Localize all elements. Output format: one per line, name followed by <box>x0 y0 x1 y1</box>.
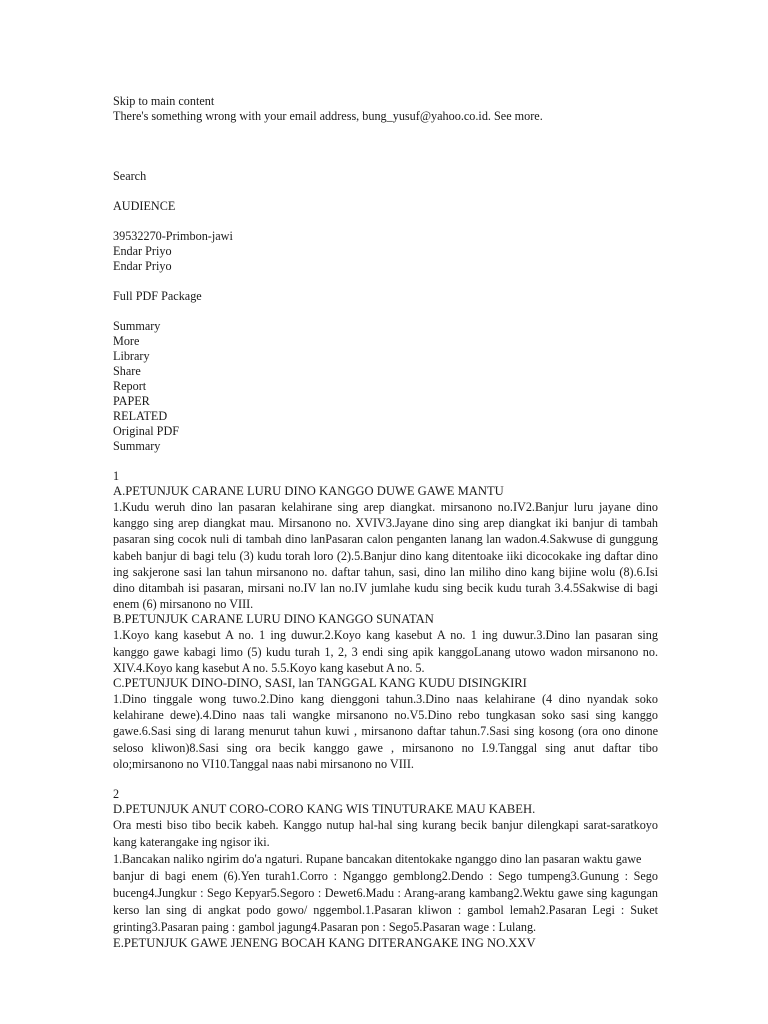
audience-link[interactable]: AUDIENCE <box>113 199 176 213</box>
document-content <box>113 469 658 951</box>
author-link[interactable]: Endar Priyo <box>113 244 172 258</box>
section-body: 1.Kudu weruh dino lan pasaran kelahirane sing arep diangkat. mirsanono no.IV2.Banjur luru jayane dino kanggo sing arep diangkat mau. Mirsanono no. XVIV3.Jayane dino sing arep diangkat iki banjur di tambah pasaran sing cocok nuli di tambah dino lanPasaran calon penganten lanang lan wadon.4.Sakwuse di gunggung kabeh banjur di bagi telu (3) kudu torah loro (2).5.Banjur dino kang ditentoake iiki dicocokake ing daftar dino ing sakjerone sasi lan tahun mirsanono no. daftar tahun, sasi, dino lan miliho dino kang bijine wolu (8).6.Isi dino ditambah isi pasaran, mirsani no.IV lan no.IV jumlahe kudu sing becik kudu turah 3.4.5Sakwise di bagi enem (6) mirsanono no VIII. <box>113 500 658 612</box>
section-heading: B.PETUNJUK CARANE LURU DINO KANGGO SUNATAN <box>113 612 434 627</box>
section-body: 1.Dino tinggale wong tuwo.2.Dino kang dienggoni tahun.3.Dino naas kelahirane (4 dino nyandak soko kelahirane dewe).4.Dino naas tali wangke mirsanono no.V5.Dino rebo tungkasan soko sasi sing kanggo gawe.6.Sasi sing di larang menurut tahun kuwi , mirsanono daftar tahun.7.Sasi sing kosong (ora ono dinone seloso kliwon)8.Sasi sing ora becik kanggo gawe , mirsanono no I.9.Tanggal sing anut daftar tibo olo;mirsanono no VI10.Tanggal naas nabi mirsanono no VIII. <box>113 692 658 771</box>
document-title: 39532270-Primbon-jawi <box>113 229 233 243</box>
email-warning-text: There's something wrong with your email address, bung_yusuf@yahoo.co.id. See more. <box>113 109 543 123</box>
section-list-item: 1.Bancakan naliko ngirim do'a ngaturi. Rupane bancakan ditentokake nganggo dino lan pasaran waktu gawe <box>113 852 642 867</box>
section-heading: C.PETUNJUK DINO-DINO, SASI, lan TANGGAL KANG KUDU DISINGKIRI <box>113 676 527 691</box>
original-pdf-link[interactable]: Original PDF <box>113 424 180 438</box>
author-link-secondary[interactable]: Endar Priyo <box>113 259 172 273</box>
section-heading: D.PETUNJUK ANUT CORO-CORO KANG WIS TINUTURAKE MAU KABEH. <box>113 802 536 817</box>
spacer <box>113 124 658 169</box>
library-link[interactable]: Library <box>113 349 150 363</box>
summary-link[interactable]: Summary <box>113 319 161 333</box>
search-link[interactable]: Search <box>113 169 147 183</box>
share-link[interactable]: Share <box>113 364 141 378</box>
section-heading: E.PETUNJUK GAWE JENENG BOCAH KANG DITERANGAKE ING NO.XXV <box>113 936 536 951</box>
summary-link-secondary[interactable]: Summary <box>113 439 161 453</box>
skip-to-main-link[interactable]: Skip to main content <box>113 94 215 108</box>
section-body: 1.Koyo kang kasebut A no. 1 ing duwur.2.Koyo kang kasebut A no. 1 ing duwur.3.Dino lan pasaran sing kanggo gawe kabagi limo (5) kudu turah 1, 2, 3 endi sing apik kanggoLanang utowo wadon mirsanono no. XIV.4.Koyo kang kasebut A no. 5.5.Koyo kang kasebut A no. 5. <box>113 628 658 675</box>
full-pdf-package-link[interactable]: Full PDF Package <box>113 289 202 303</box>
section-body: banjur di bagi enem (6).Yen turah1.Corro : Nganggo gemblong2.Dendo : Sego tumpeng3.Gunung : Sego buceng4.Jungkur : Sego Kepyar5.Segoro : Dewet6.Madu : Arang-arang kambang2.Wektu gawe sing kagungan kerso lan sing di angkat podo gowo/ nggembol.1.Pasaran kliwon : gambol lemah2.Pasaran Legi : Suket grinting3.Pasaran paing : gambol jagung4.Pasaran pon : Sego5.Pasaran wage : Lulang. <box>113 869 658 935</box>
report-link[interactable]: Report <box>113 379 147 393</box>
more-link[interactable]: More <box>113 334 140 348</box>
section-intro: Ora mesti biso tibo becik kabeh. Kanggo nutup hal-hal sing kurang becik banjur dilengkapi sarat-saratkoyo kang katerangake ing ngisor iki. <box>113 818 658 850</box>
section-heading: A.PETUNJUK CARANE LURU DINO KANGGO DUWE GAWE MANTU <box>113 484 504 498</box>
paper-tab[interactable]: PAPER <box>113 394 150 408</box>
page-number: 1 <box>113 469 120 483</box>
related-tab[interactable]: RELATED <box>113 409 168 423</box>
document-page <box>113 94 658 951</box>
page-number: 2 <box>113 787 120 802</box>
